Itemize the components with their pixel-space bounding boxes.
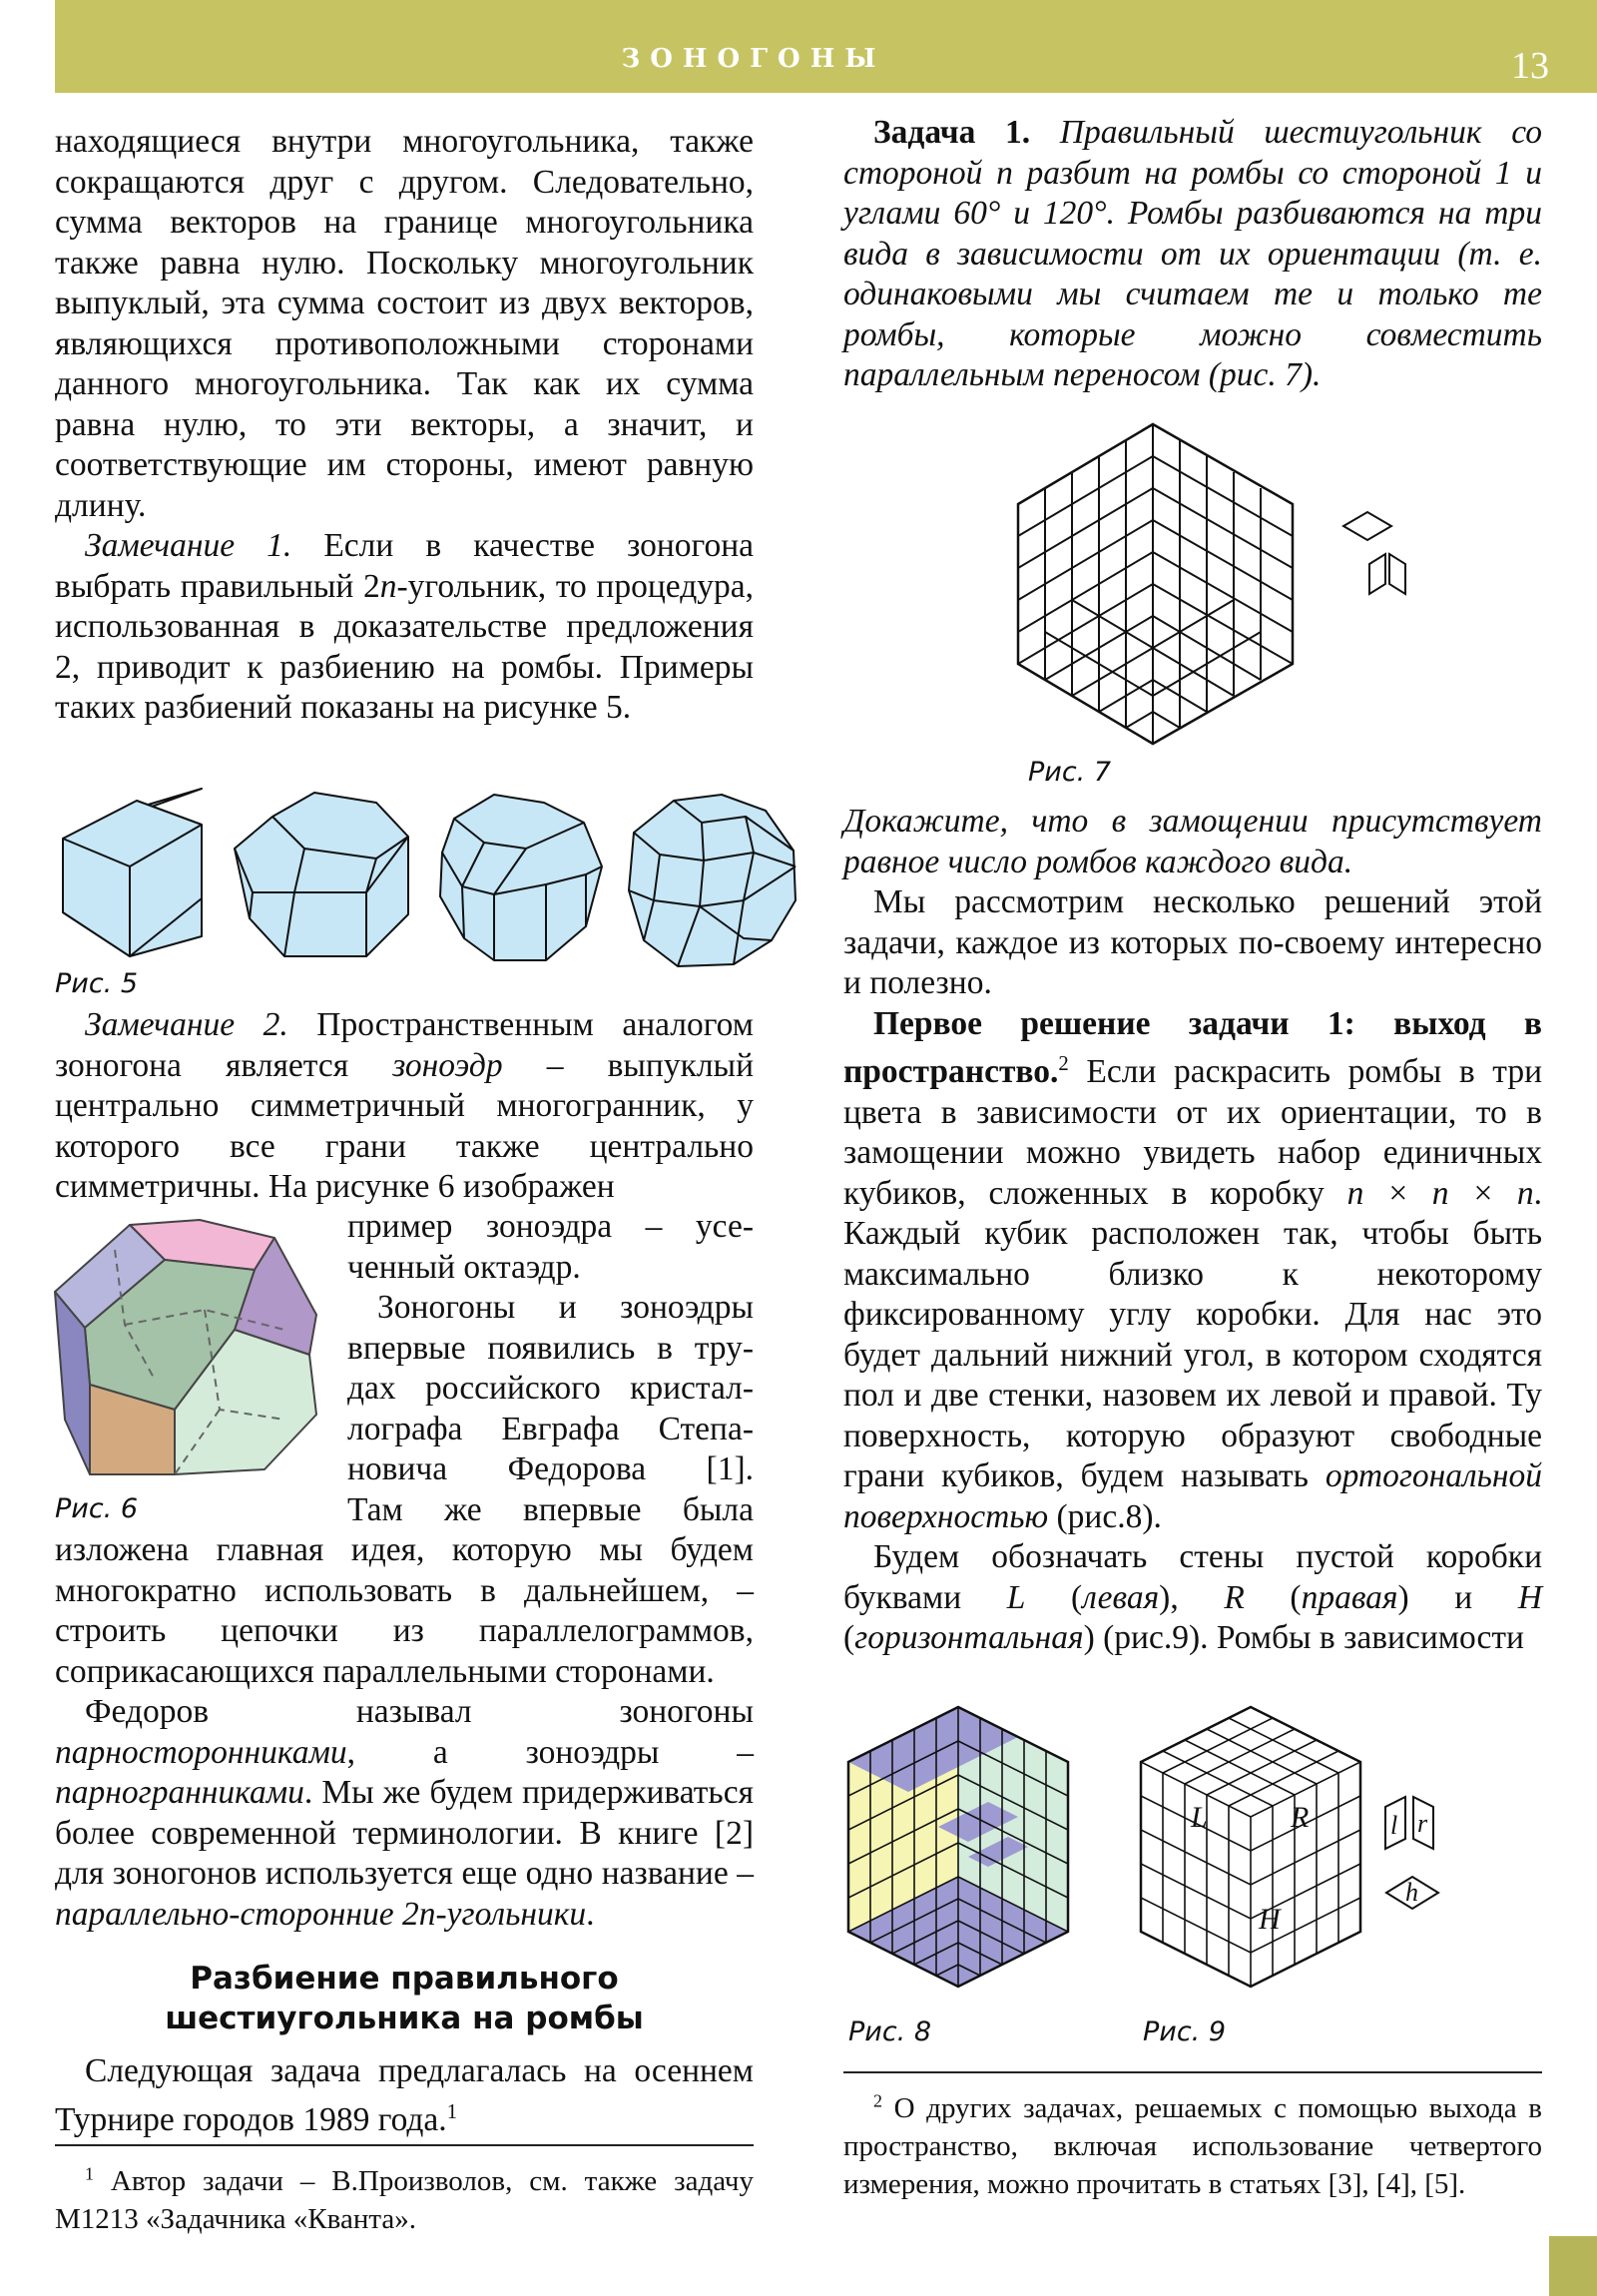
paragraph-proof-end: находящиеся внутри многоугольника, также сокращаются друг с другом. Следовательно, сумма векторов на границе многоугольника также равна нулю. Поскольку многоугольник выпуклый, эта сумма состоит из двух векторов, являющихся противоположными сторонами данного многоугольника. Так как их сумма равна нулю, то эти векторы, а значит, и соответствующие им стороны, имеют равную длину. bbox=[55, 123, 754, 524]
fig9-label-R: R bbox=[1291, 1801, 1310, 1834]
fig7-caption: Рис. 7 bbox=[1028, 757, 1112, 788]
wrapped-text-beside-fig6: пример зоноэдра – усе- ченный октаэдр. Зоногоны и зоноэдры впервые появились в тру- дах российского кристал- лографа Евграфа Степа- новича Федорова [1]. Там же впервые была bbox=[347, 1208, 754, 1528]
footnote-rule-right bbox=[843, 2071, 1542, 2073]
paragraph-remark-2: Замечание 2. Пространственным аналогом зоногона является зоноэдр – выпуклый центрально симметричный многогранник, у которого все грани также центрально симметричны. На рисунке 6 изображен bbox=[55, 1006, 754, 1205]
legend-label-h: h bbox=[1405, 1878, 1418, 1907]
corner-tab bbox=[1549, 2236, 1597, 2296]
legend-label-l: l bbox=[1390, 1811, 1398, 1840]
footnote-2: $^2$ О других задачах, решаемых с помощью выхода в пространство, включая использование четвертого измерения, можно прочитать в статьях [3], [4], [5]. bbox=[843, 2090, 1542, 2200]
legend-label-r: r bbox=[1417, 1809, 1428, 1838]
paragraph-walls: Будем обозначать стены пустой коробки буквами L (левая), R (правая) и H (горизонтальная) (рис.9). Ромбы в зависимости bbox=[843, 1538, 1543, 1657]
fig8-caption: Рис. 8 bbox=[848, 2016, 932, 2047]
paragraph-prove: Докажите, что в замощении присутствует равное число ромбов каждого вида. bbox=[843, 803, 1542, 880]
paragraph-solution-1: Первое решение задачи 1: выход в пространство.$^2$ Если раскрасить ромбы в три цвета в зависимости от их ориентации, то в замощении можно увидеть набор единичных кубиков, сложенных в коробку n × n × n. Каждый кубик расположен так, чтобы быть максимально близко к некоторому фиксированному углу коробки. Для нас это будет дальний нижний угол, в котором сходятся пол и две стенки, назовем их левой и правой. Ту поверхность, которую образуют свободные грани кубиков, будем называть ортогональной поверхностью (рис.8). bbox=[843, 1004, 1542, 1535]
running-title: ЗОНОГОНЫ bbox=[621, 44, 886, 74]
fig5-caption: Рис. 5 bbox=[55, 968, 139, 999]
figure-8 bbox=[848, 1707, 1088, 1987]
footnote-rule-left bbox=[55, 2144, 754, 2146]
fig6-caption: Рис. 6 bbox=[55, 1493, 139, 1524]
left-column-bottom bbox=[55, 1530, 754, 1935]
figure-6 bbox=[55, 1220, 324, 1484]
paragraph-remark-1: Замечание 1. Если в качестве зоногона выбрать правильный 2n-угольник, то процедура, использованная в доказательстве предложения 2, приводит к разбиению на ромбы. Примеры таких разбиений показаны на рисунке 5. bbox=[55, 527, 754, 726]
fig7-rhombus-legend bbox=[1343, 512, 1405, 594]
fig5-octagon bbox=[235, 793, 408, 956]
figure-9 bbox=[1141, 1707, 1440, 1987]
fig5-decagon bbox=[440, 795, 602, 960]
figure-7 bbox=[1018, 424, 1417, 754]
page-number: 13 bbox=[1511, 45, 1549, 87]
left-column-top bbox=[55, 122, 754, 729]
fig9-caption: Рис. 9 bbox=[1143, 2016, 1227, 2047]
task-1: Задача 1. Правильный шестиугольник со стороной n разбит на ромбы со стороной 1 и углами 60° и 120°. Ромбы разбиваются на три вида в зависимости от их ориентации (т. е. одинаковыми мы считаем те и только те ромбы, которые можно совместить параллельным переносом (рис. 7). bbox=[843, 114, 1543, 393]
section-heading: Разбиение правильного шестиугольника на ромбы bbox=[165, 1961, 644, 2036]
fig9-label-H: H bbox=[1259, 1903, 1281, 1936]
paragraph-main-idea: изложена главная идея, которую мы будем многократно использовать в дальнейшем, – строить цепочки из параллелограммов, соприкасающихся параллельными сторонами. bbox=[55, 1531, 754, 1690]
paragraph-consider: Мы рассмотрим несколько решений этой задачи, каждое из которых по-своему интересно и полезно. bbox=[843, 883, 1542, 1001]
footnote-1: $^1$ Автор задачи – В.Произволов, см. также задачу М1213 «Задачника «Кванта». bbox=[55, 2163, 754, 2235]
figure-5 bbox=[55, 789, 754, 968]
running-header bbox=[55, 0, 1597, 93]
fig5-dodecagon bbox=[629, 795, 796, 966]
fig9-label-L: L bbox=[1191, 1801, 1208, 1834]
fig5-hexagon bbox=[63, 789, 202, 956]
right-column-middle bbox=[843, 802, 1542, 1659]
paragraph-tournament: Следующая задача предлагалась на осеннем Турнире городов 1989 года.$^1$ bbox=[55, 2052, 754, 2138]
paragraph-fedorov: Федоров называл зоногоны парносторонниками, а зоноэдры – парногранниками. Мы же будем придерживаться более современной терминологии. В книге [2] для зоногонов используется еще одно название – параллельно-сторонние 2n-угольники. bbox=[55, 1693, 754, 1933]
